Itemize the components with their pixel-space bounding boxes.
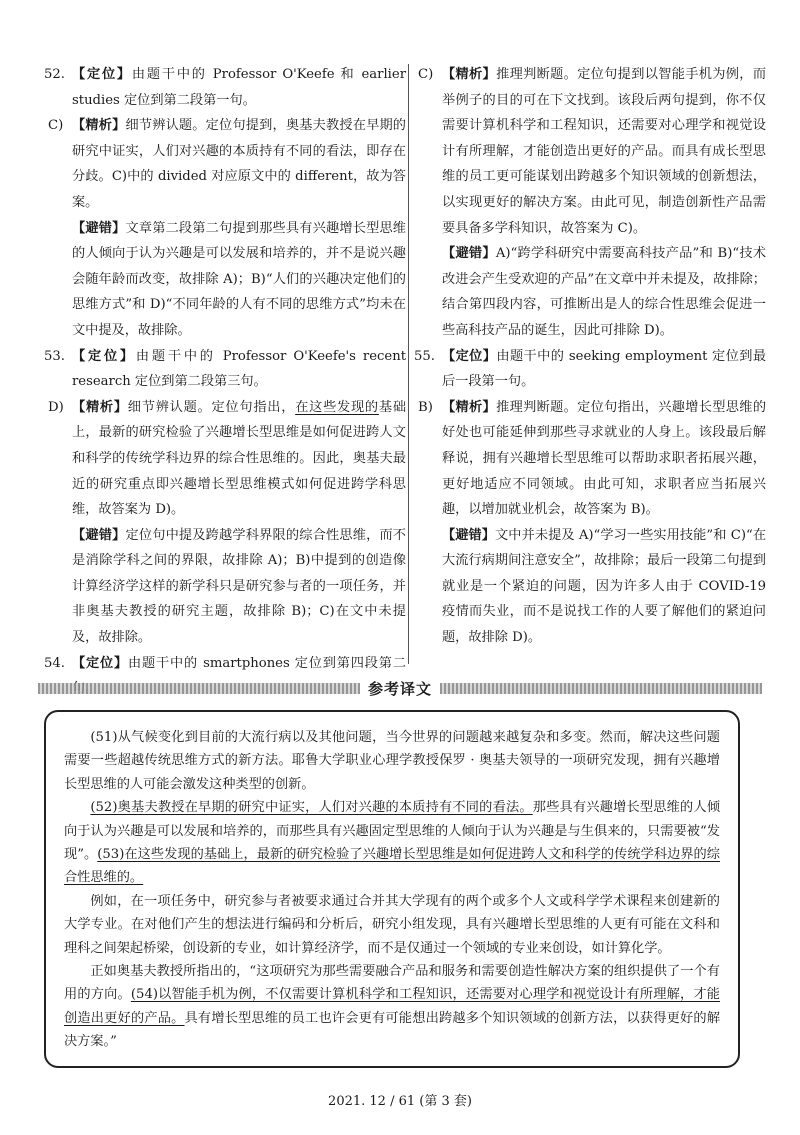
question-number: 54.	[44, 655, 65, 671]
q55-avoid: 【避错】文中并未提及 A)“学习一些实用技能”和 C)“在大流行病期间注意安全”，故排除；最后一段第二句提到就业是一个紧迫的问题，因为许多人由于 COVID-19 疫情而失业，而不是说找工作的人要了解他们的紧迫问题，故排除 D)。	[442, 527, 767, 646]
translation-paragraph-4: 正如奥基夫教授所指出的，“这项研究为那些需要融合产品和服务和需要创造性解决方案的组织提供了一个有用的方向。(54)以智能手机为例，不仅需要计算机科学和工程知识，还需要对心理学和视觉设计有所理解，才能创造出更好的产品。具有增长型思维的员工也许会更有可能想出跨越多个知识领域的创新方法，以获得更好的解决方案。”	[64, 964, 721, 1050]
q52-avoid: 【避错】文章第二段第二句提到那些具有兴趣增长型思维的人倾向于认为兴趣是可以发展和培养的，并不是说兴趣会随年龄而改变，故排除 A)；B)“人们的兴趣决定他们的思维方式”和 D)“不同年龄的人有不同的思维方式”均未在文中提及，故排除。	[72, 220, 406, 338]
q54-avoid: 【避错】A)“跨学科研究中需要高科技产品”和 B)“技术改进会产生受欢迎的产品”在文章中并未提及，故排除；结合第四段内容，可推断出是人的综合性思维会促进一些高科技产品的诞生，因此可排除 D)。	[442, 246, 767, 338]
q52-analysis: C) 【精析】细节辨认题。定位句提到，奥基夫教授在早期的研究中证实，人们对兴趣的本质持有不同的看法，即存在分歧。C)中的 divided 对应原文中的 different，故为答案。	[44, 113, 406, 215]
column-divider	[408, 64, 409, 664]
section-header	[38, 678, 762, 698]
q54-locate: 54. 【定位】由题干中的 smartphones 定位到第四段第二	[44, 651, 406, 702]
answer-mark: D)	[48, 399, 64, 415]
page-footer: 2021. 12 / 61 (第 3 套)	[328, 1094, 472, 1109]
translation-box	[44, 710, 740, 1068]
translation-paragraph-2: (52)奥基夫教授在早期的研究中证实，人们对兴趣的本质持有不同的看法。那些具有兴趣增长型思维的人倾向于认为兴趣是可以发展和培养的，而那些具有兴趣固定型思维的人倾向于认为兴趣是与生俱来的，只需要被“发现”。(53)在这些发现的基础上，最新的研究检验了兴趣增长型思维是如何促进跨人文和科学的传统学科边界的综合性思维的。	[64, 800, 721, 886]
q55-analysis: B) 【精析】推理判断题。定位句指出，兴趣增长型思维的好处也可能延伸到那些寻求就业的人身上。该段最后解释说，拥有兴趣增长型思维可以帮助求职者拓展兴趣，更好地适应不同领域。由此可知，求职者应当拓展兴趣，以增加就业机会，故答案为 B)。	[414, 395, 766, 523]
translation-paragraph-1: (51)从气候变化到目前的大流行病以及其他问题，当今世界的问题越来越复杂和多变。然而，解决这些问题需要一些超越传统思维方式的新方法。耶鲁大学职业心理学教授保罗 · 奥基夫领导的一项研究发现，拥有兴趣增长型思维的人可能会激发这种类型的创新。	[64, 730, 720, 792]
q53-avoid: 【避错】定位句中提及跨越学科界限的综合性思维，而不是消除学科之间的界限，故排除 A)；B)中提到的创造像计算经济学这样的新学科只是研究参与者的一项任务，并非奥基夫教授的研究主题，故排除 B)；C)在文中未提及，故排除。	[72, 527, 406, 646]
question-number: 52.	[44, 67, 65, 82]
q53-analysis: D) 【精析】细节辨认题。定位句指出，在这些发现的基础上，最新的研究检验了兴趣增长型思维是如何促进跨人文和科学的传统学科边界的综合性思维的。因此，奥基夫最近的研究重点即兴趣增长型思维模式如何促进跨学科思维，故答案为 D)。	[44, 395, 406, 523]
q54-analysis: C) 【精析】推理判断题。定位句提到以智能手机为例，而举例子的目的可在下文找到。该段后两句提到，你不仅需要计算机科学和工程知识，还需要对心理学和视觉设计有所理解，才能创造出更好的产品。而具有成长型思维的员工更可能谋划出跨越多个知识领域的创新想法，以实现更好的解决方案。由此可见，制造创新性产品需要具备多学科知识，故答案为 C)。	[414, 62, 766, 241]
answer-mark: C)	[418, 67, 434, 82]
answer-mark: B)	[418, 399, 433, 415]
question-number: 53.	[44, 348, 65, 364]
answer-mark: C)	[48, 118, 64, 134]
question-number: 55.	[414, 348, 435, 364]
translation-paragraph-3: 例如，在一项任务中，研究参与者被要求通过合并其大学现有的两个或多个人文或科学学术课程来创建新的大学专业。在对他们产生的想法进行编码和分析后，研究小组发现，具有兴趣增长型思维的人更有可能在文科和理科之间架起桥梁，创设新的专业，如计算经济学，而不是仅通过一个领域的专业来创设，如计算化学。	[64, 893, 720, 956]
header-bar-right	[440, 683, 762, 694]
right-column	[414, 62, 766, 651]
header-bar-left	[38, 683, 360, 694]
section-title: 参考译文	[368, 679, 433, 698]
q53-locate: 53. 【定位】由题干中的 Professor O'Keefe's recent research 定位到第二段第三句。	[44, 344, 406, 395]
q55-locate: 55. 【定位】由题干中的 seeking employment 定位到最后一段第一句。	[414, 344, 766, 395]
q52-locate: 52. 【定位】由题干中的 Professor O'Keefe 和 earlier studies 定位到第二段第一句。	[44, 62, 406, 113]
left-column	[44, 62, 406, 702]
